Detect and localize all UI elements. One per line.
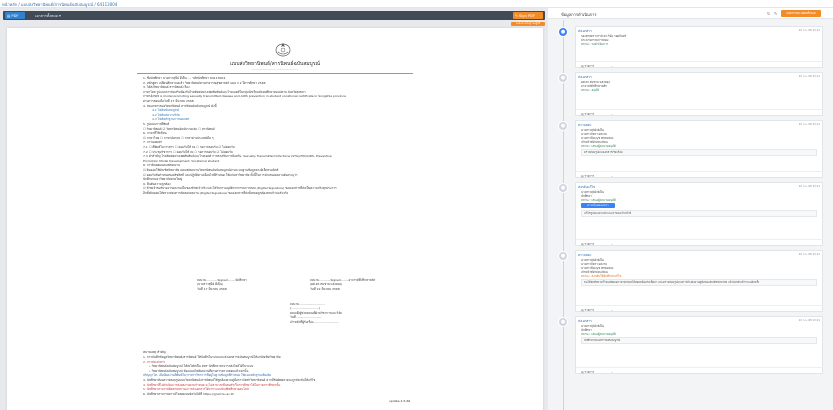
activity-detail: นักศึกษา <box>581 194 592 198</box>
signature-line: วันที่........................... <box>290 315 322 320</box>
chevron-down-icon: ⌄ <box>611 369 614 374</box>
activity-detail: นางสาวจิตรา ผลงาม <box>581 132 608 136</box>
signature-line: (.............................) <box>290 306 320 311</box>
pen-icon: ✎ <box>515 13 519 18</box>
activity-title: ตรวจสอบ <box>578 123 592 127</box>
activity-card <box>575 316 823 374</box>
document-line: ภาษาอังกฤษ A model promoting sexually transmitted disease and AIDS prevention in student vocational certificate in Songkhla province <box>143 94 346 99</box>
note-line: 3. นักศึกษาต้องตรวจสอบรูปแบบวิทยานิพนธ์/สารนิพนธ์ให้ถูกต้องตามคู่มือการจัดทำวิทยานิพนธ์ หากมีข้อผิดพลาดจะถูกส่งกลับให้แก้ไข <box>143 378 316 382</box>
activity-detail: นางสาวปิยะนุช พรหมทอง <box>581 266 614 270</box>
document-line: ภาษาไทย รูปแบบการส่งเสริมป้องกันโรคติดต่อทางเพศสัมพันธ์และโรคเอดส์ในกลุ่มนักเรียนมัธยมศึกษาตอนปลาย จังหวัดสงขลา <box>143 89 306 94</box>
activity-expand-toggle[interactable] <box>576 367 824 374</box>
activity-note: ขอให้นักศึกษาแก้ไขบทคัดย่อภาษาอังกฤษให้สอดคล้องกับเนื้อหา และตรวจสอบรูปแบบการอ้างอิงตามคู่มือของบัณฑิตวิทยาลัย แล้วส่งกลับเข้าระบบอีกครั้ง <box>581 279 817 286</box>
top-bar <box>0 0 833 8</box>
document-line: 5. รูปแบบการตีพิมพ์ <box>143 122 170 126</box>
activity-panel <box>548 8 833 410</box>
expand-label: ▤ รายการ <box>581 174 595 178</box>
viewer-toolbar <box>3 11 545 20</box>
activity-detail: นางสาวสุนีย์ ดีเย็น <box>581 258 604 262</box>
activity-detail: อาจารย์ที่ปรึกษาหลัก <box>581 84 607 88</box>
chevron-down-icon: ⌄ <box>611 111 614 116</box>
timeline-dot-icon: ● <box>558 27 568 37</box>
note-line: 5. นักศึกษาสามารถติดตามสถานะการส่งเอกสารได้จากระบบบัณฑิตศึกษาออนไลน์ <box>143 387 249 392</box>
university-seal-icon <box>274 41 292 57</box>
activity-status: สถานะ: ส่งกลับให้นักศึกษาแก้ไข <box>581 274 622 278</box>
note-line: 6. นักศึกษาสามารถดาวน์โหลดแบบฟอร์มได้ที่ https://grad.hu.ac.th <box>143 391 234 396</box>
note-line: ปริญญาโท: เมื่อมีผลงานตีพิมพ์ในวารสารวิชาการที่อยู่ในฐานข้อมูลที่กำหนด ให้แนบหลักฐานเพิ่มเติม <box>143 373 272 378</box>
expand-label: ▤ รายการ <box>581 112 595 116</box>
chevron-down-icon: ⌄ <box>611 173 614 178</box>
document-line: ☑ ยินยอมให้บัณฑิตวิทยาลัย เผยแพร่ผลงานวิทยานิพนธ์ฉบับสมบูรณ์ผ่านระบบฐานข้อมูลทางอิเล็กทรอนิกส์ <box>143 168 279 172</box>
activity-detail: นักศึกษา <box>581 328 592 332</box>
timeline-dot-icon: ● <box>558 251 568 261</box>
expand-label: ▤ รายการ <box>581 64 595 68</box>
document-subtitle: ................................................ <box>252 67 298 71</box>
expand-label: ▤ รายการ <box>581 370 595 374</box>
activity-title: ส่งเอกสาร <box>578 319 592 323</box>
document-line: อีกทั้งยินยอมให้ตรวจสอบการคัดลอกผลงาน (Digital Signature) ของเอกสารที่ส่งทั้งหมดถูกต้องครบถ้วนแล้วจริง <box>143 191 289 195</box>
signature-line: ลงนาม........................... <box>290 302 325 306</box>
activity-card <box>575 26 823 68</box>
timeline-dot-icon: ● <box>558 121 568 131</box>
panel-header <box>548 8 833 19</box>
document-line: 7.2 ☐ ประชุมวิชาการ ☐ ยอมรับให้ ลง ☐ รอการตอบรับ ☑ ไม่ยอมรับ <box>143 149 233 154</box>
signature-line: วันที่ 17 มีนาคม 2568 <box>197 286 227 291</box>
document-page <box>7 28 543 410</box>
document-line: ☐ วิทยานิพนธ์ ☑ วิทยานิพนธ์ฉบับรวมเล่ม ☐ สารนิพนธ์ <box>143 126 215 131</box>
activity-timestamp: 22 ก.ย. 68 13:21 <box>798 185 820 188</box>
file-icon: ▤ <box>7 13 11 18</box>
pdf-button-label: PDF <box>11 13 19 18</box>
activity-card <box>575 72 823 116</box>
document-line: 4. ส่งเอกสารของวิทยานิพนธ์ สารนิพนธ์ฉบับสมบูรณ์ ดังนี้ <box>143 103 217 108</box>
activity-title: ตรวจสอบ <box>578 253 592 257</box>
timeline-dot-icon: ● <box>558 73 568 83</box>
note-line: 2. การส่งเอกสาร <box>143 359 165 364</box>
activity-status: สถานะ: อนุมัติ <box>581 88 600 92</box>
chevron-down-icon: ⌄ <box>611 307 614 312</box>
note-line: 4. นักศึกษาที่ไม่ดำเนินการส่งผลงานตามกำหนด จะไม่สามารถยื่นขอสำเร็จการศึกษาได้ในภาคการศึกษานั้น <box>143 382 281 387</box>
activity-detail: รองศาสตราจารย์ ดร.วินัย รอดจันทร์ <box>581 34 627 38</box>
note-line: • วิทยานิพนธ์ฉบับสมบูรณ์ ให้ส่งไฟล์เป็น PDF นักศึกษาสามารถส่งไฟล์ได้ในระบบ <box>149 364 254 369</box>
note-line: 1. การบันทึกข้อมูลวิทยานิพนธ์/สารนิพนธ์ ให้บันทึกในระบบและส่งเอกสารฉบับสมบูรณ์ให้แก่บัณฑิตวิทยาลัย <box>143 355 281 359</box>
activity-timestamp: 22 ก.ย. 68 13:21 <box>798 253 820 256</box>
signature-line: ลงนาม............Signed........อาจารย์ที่ปรึกษาหลัก <box>310 278 376 282</box>
document-line: 3. ได้ส่งวิทยานิพนธ์ สารนิพนธ์ เรื่อง <box>143 85 190 90</box>
download-button[interactable]: ดาวน์โหลดเอกสาร <box>581 203 615 208</box>
activity-expand-toggle[interactable] <box>576 109 824 116</box>
document-line: ☑ ภาษาไทย ☐ ภาษาอังกฤษ ☐ ภาษาต่างประเทศอื่น ๆ <box>143 135 214 140</box>
activity-card <box>575 182 823 246</box>
document-line: 7.3 คำสำคัญ โรคติดต่อทางเพศสัมพันธ์และโรคเอดส์ การส่งเสริมการป้องกัน, Sexually Transmitted Infections (STIs)/HIV/AIDS, Preventive <box>143 154 332 159</box>
activity-detail: นางสาวสุนีย์ ดีเย็น <box>581 324 604 328</box>
signature-line: (ผศ.ดร.สมชาย แสงทอง) <box>310 282 343 287</box>
activity-detail: นางสาวสุนีย์ ดีเย็น <box>581 128 604 132</box>
activity-timestamp: 22 ก.ย. 68 13:21 <box>798 319 820 322</box>
activity-title: ส่งกลับแก้ไข <box>578 185 596 189</box>
activity-timestamp: 22 ก.ย. 68 13:21 <box>798 75 820 78</box>
document-line: 7. การเผยแพร่ <box>143 140 162 145</box>
document-line: Promotion Model Development, Vocational student <box>143 158 220 163</box>
edit-icon[interactable]: ✎ <box>774 11 778 16</box>
activity-note: นักศึกษาส่งเอกสารฉบับสมบูรณ์ <box>581 337 817 344</box>
activity-status: สถานะ: เสนอผู้ลงนามอนุมัติ <box>581 144 616 148</box>
activity-status: สถานะ: เสนอผู้ลงนามอนุมัติ <box>581 198 616 202</box>
activity-expand-toggle[interactable] <box>576 61 824 68</box>
document-line: นักศึกษามหาวิทยาลัยหาดใหญ่ <box>143 177 183 182</box>
activity-status: สถานะ: รอดำเนินการ <box>581 42 609 46</box>
activity-detail: ผศ.ดร.สมชาย แสงทอง <box>581 80 610 84</box>
expand-label: ▤ รายการ <box>581 308 595 312</box>
show-all-button[interactable]: แสดงรายละเอียดทั้งหมด <box>781 10 821 17</box>
activity-detail: เจ้าหน้าที่ฝ่ายทะเบียน <box>581 270 608 274</box>
expand-label: ▤ รายการ <box>581 242 595 246</box>
timeline-dot-icon: ● <box>558 183 568 193</box>
activity-status: สถานะ: เสนอผู้ลงนามอนุมัติ <box>581 332 616 336</box>
note-line: • วิทยานิพนธ์ฉบับสมบูรณ์ ต้องแนบไฟล์ผลงานที่ผ่านการตรวจสอบแล้วเท่านั้น <box>149 368 249 373</box>
title-divider <box>137 73 413 74</box>
document-line: 9. ยืนยันความถูกต้อง <box>143 181 171 186</box>
breadcrumb[interactable]: หน้าหลัก / แบบส่งวิทยานิพนธ์/สารนิพนธ์ฉบับสมบูรณ์ / 64113004 <box>2 2 118 7</box>
chevron-down-icon: ⌄ <box>611 241 614 246</box>
document-line: ☑ ยอมรับข้อกำหนดของลิขสิทธิ์ และปฏิบัติตามเงื่อนไขที่กำหนด ให้แก่มหาวิทยาลัย ทั้งนี้ในการนำเสนอผลงานต้องระบุว่า <box>143 172 298 177</box>
activity-detail: นางสาวสุนีย์ ดีเย็น <box>581 190 604 194</box>
sign-pdf-label: Sign PDF <box>519 13 535 18</box>
activity-expand-toggle[interactable] <box>576 305 824 312</box>
pdf-button[interactable] <box>5 12 25 19</box>
activity-detail: นางสาวปิยะนุช พรหมทอง <box>581 136 614 140</box>
document-line: 1. ชื่อนักศึกษา นางสาวสุนีย์ ดีเย็น .... รหัสนักศึกษา 64113004 <box>143 76 226 80</box>
timeline-dot-icon: ● <box>558 317 568 327</box>
signature-line: วันที่ 22 มีนาคม 2568 <box>310 286 340 291</box>
activity-expand-toggle[interactable] <box>576 171 824 178</box>
document-title: แบบส่งวิทยานิพนธ์/สารนิพนธ์ฉบับสมบูรณ์ <box>229 61 321 67</box>
signature-line: เจ้าหน้าที่ผู้รับเรื่อง........................... <box>290 319 340 324</box>
panel-title: ข้อมูลการดำเนินการ <box>561 12 597 17</box>
notes-title: หมายเหตุ สำคัญ <box>143 350 166 354</box>
document-line: 6. ภาษาที่ใช้เขียน <box>143 131 167 136</box>
activity-timestamp: 22 ก.ย. 68 13:21 <box>798 29 820 32</box>
document-footer: update 2-5-66 <box>389 399 411 403</box>
document-line: ผ่านการสอบเมื่อวันที่ 17 มีนาคม 2568 <box>143 99 194 103</box>
activity-expand-toggle[interactable] <box>576 239 824 246</box>
activity-title: ส่งเอกสาร <box>578 29 592 33</box>
activity-title: ส่งเอกสาร <box>578 75 592 79</box>
document-line[interactable]: 4.2 ไฟล์บทความวิจัย <box>152 112 180 117</box>
signature-line: (นางสาวสุนีย์ ดีเย็น) <box>197 282 224 287</box>
document-line[interactable]: 4.3 ไฟล์หลักฐานการเผยแพร่ <box>152 117 190 122</box>
signature-line: คณบดี/ผู้ช่วยคณบดีฝ่ายวิชาการและวิจัย <box>290 310 342 315</box>
activity-detail: นางสาวจิตรา ผลงาม <box>581 262 608 266</box>
sign-pdf-button[interactable] <box>513 12 543 19</box>
activity-detail: เจ้าหน้าที่ฝ่ายทะเบียน <box>581 140 608 144</box>
refresh-icon[interactable]: ↻ <box>767 11 771 16</box>
document-line: ☑ ข้าพเจ้าขอรับรองว่าผลงานเป็นของข้าพเจ้าจริง และได้รับการอนุมัติจากกรรมการสอบ (Digital Signature) ของเอกสารที่ส่งเป็นความจริงทุกประการ <box>143 186 337 191</box>
pending-sign-badge: รอลงนามในฐานะผู้ใช้ <box>511 22 545 26</box>
activity-card <box>575 250 823 312</box>
document-viewer <box>0 8 548 410</box>
signature-line: ลงนาม............Signed........นักศึกษา <box>197 278 247 282</box>
document-line: 8. การยินยอมเผยแพร่ผลงาน <box>143 163 181 168</box>
chevron-down-icon: ⌄ <box>611 63 614 68</box>
activity-note: แก้ไขรูปแบบตามคำแนะนำของเจ้าหน้าที่ <box>581 210 817 217</box>
activity-timestamp: 22 ก.ย. 68 13:21 <box>798 123 820 126</box>
activity-card <box>575 120 823 178</box>
activity-detail: ประธานกรรมการสอบ <box>581 38 609 42</box>
document-line[interactable]: 4.1 ไฟล์ฉบับสมบูรณ์ <box>152 108 180 113</box>
document-line: 7.1 ☐ ตีพิมพ์ในวารสาร ☐ ยอมรับให้ ลง ☐ รอการตอบรับ ☑ ไม่ยอมรับ <box>143 145 235 149</box>
document-select[interactable]: เอกสารทั้งหมด ▾ <box>35 13 61 18</box>
activity-note: ตรวจสอบรูปแบบเอกสารเรียบร้อย <box>581 149 817 156</box>
document-line: 2. หลักสูตร เปลี่ยนศึกษาจบแล้ว วิทยานิพนธ์ทางสาธารณสุขศาสตร์ แผน ก 2 ปีการศึกษา 2566 <box>143 80 266 85</box>
